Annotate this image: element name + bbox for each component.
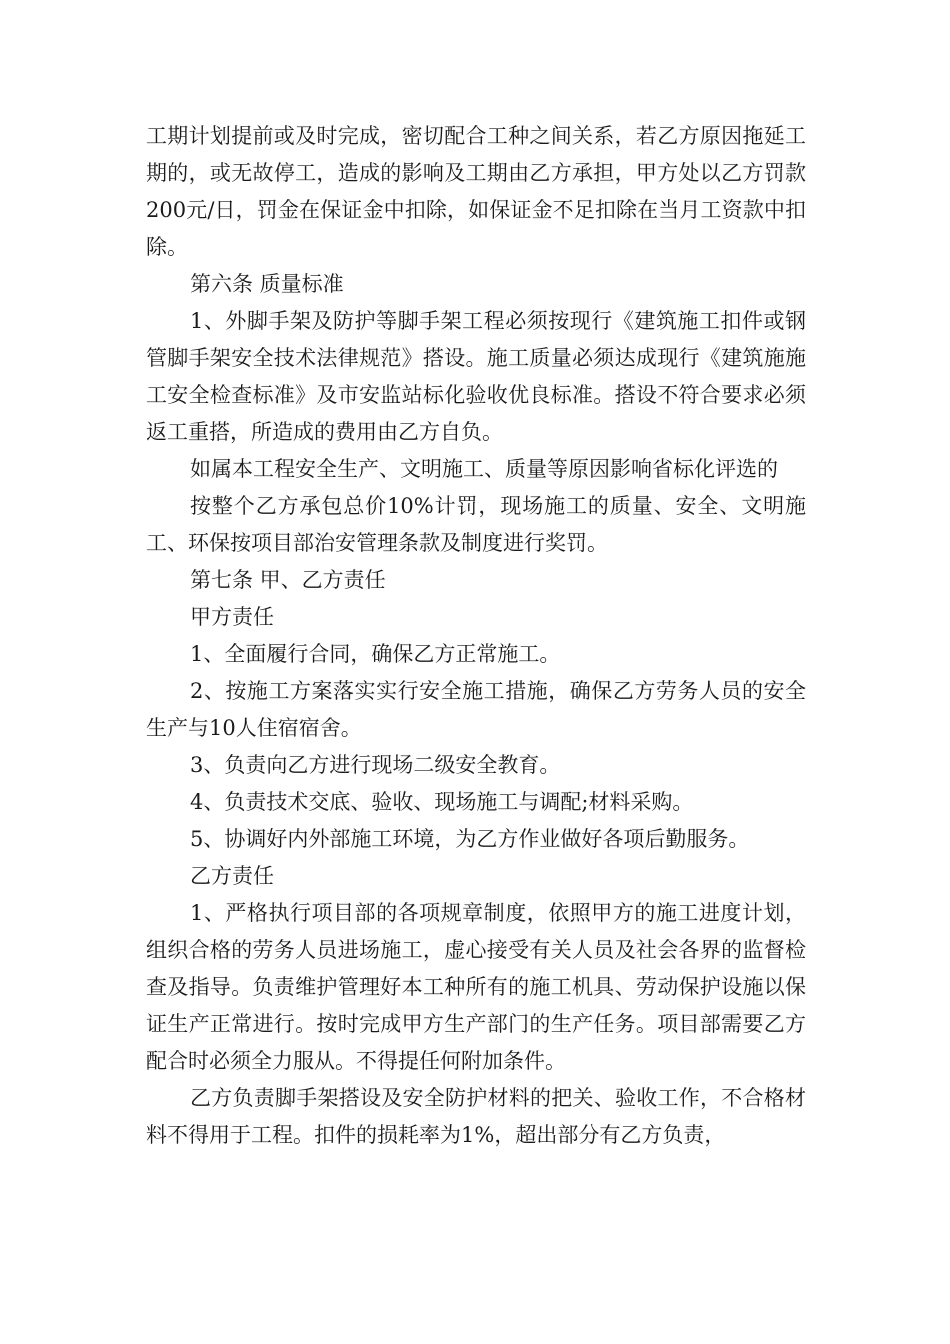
section-heading-article-7: 第七条 甲、乙方责任	[190, 568, 386, 592]
paragraph-party-b-materials: 乙方负责脚手架搭设及安全防护材料的把关、验收工作，不合格材料不得用于工程。扣件的损耗率为1%，超出部分有乙方负责，	[146, 1086, 806, 1147]
list-item-party-b-1: 1、严格执行项目部的各项规章制度，依照甲方的施工进度计划，组织合格的劳务人员进场施工，虚心接受有关人员及社会各界的监督检查及指导。负责维护管理好本工种所有的施工机具、劳动保护设施以保证生产正常进行。按时完成甲方生产部门的生产任务。项目部需要乙方配合时必须全力服从。不得提任何附加条件。	[146, 901, 806, 1073]
paragraph-continuation: 工期计划提前或及时完成，密切配合工种之间关系，若乙方原因拖延工期的，或无故停工，造成的影响及工期由乙方承担，甲方处以乙方罚款200元/日，罚金在保证金中扣除，如保证金不足扣除在当月工资款中扣除。	[146, 124, 806, 259]
paragraph-award-impact: 如属本工程安全生产、文明施工、质量等原因影响省标化评选的	[190, 457, 778, 481]
list-item-party-a-5: 5、协调好内外部施工环境，为乙方作业做好各项后勤服务。	[190, 827, 750, 851]
section-heading-article-6: 第六条 质量标准	[190, 272, 344, 296]
paragraph-quality-standard-1: 1、外脚手架及防护等脚手架工程必须按现行《建筑施工扣件或钢管脚手架安全技术法律规范》搭设。施工质量必须达成现行《建筑施施工安全检查标准》及市安监站标化验收优良标准。搭设不符合要求必须返工重搭，所造成的费用由乙方自负。	[146, 309, 806, 444]
subheading-party-b: 乙方责任	[190, 864, 274, 888]
document-body	[146, 118, 806, 1154]
paragraph-penalty: 按整个乙方承包总价10%计罚，现场施工的质量、安全、文明施工、环保按项目部治安管理条款及制度进行奖罚。	[146, 494, 806, 555]
subheading-party-a: 甲方责任	[190, 605, 274, 629]
list-item-party-a-3: 3、负责向乙方进行现场二级安全教育。	[190, 753, 561, 777]
list-item-party-a-2: 2、按施工方案落实实行安全施工措施，确保乙方劳务人员的安全生产与10人住宿宿舍。	[146, 679, 806, 740]
list-item-party-a-4: 4、负责技术交底、验收、现场施工与调配;材料采购。	[190, 790, 694, 814]
list-item-party-a-1: 1、全面履行合同，确保乙方正常施工。	[190, 642, 561, 666]
